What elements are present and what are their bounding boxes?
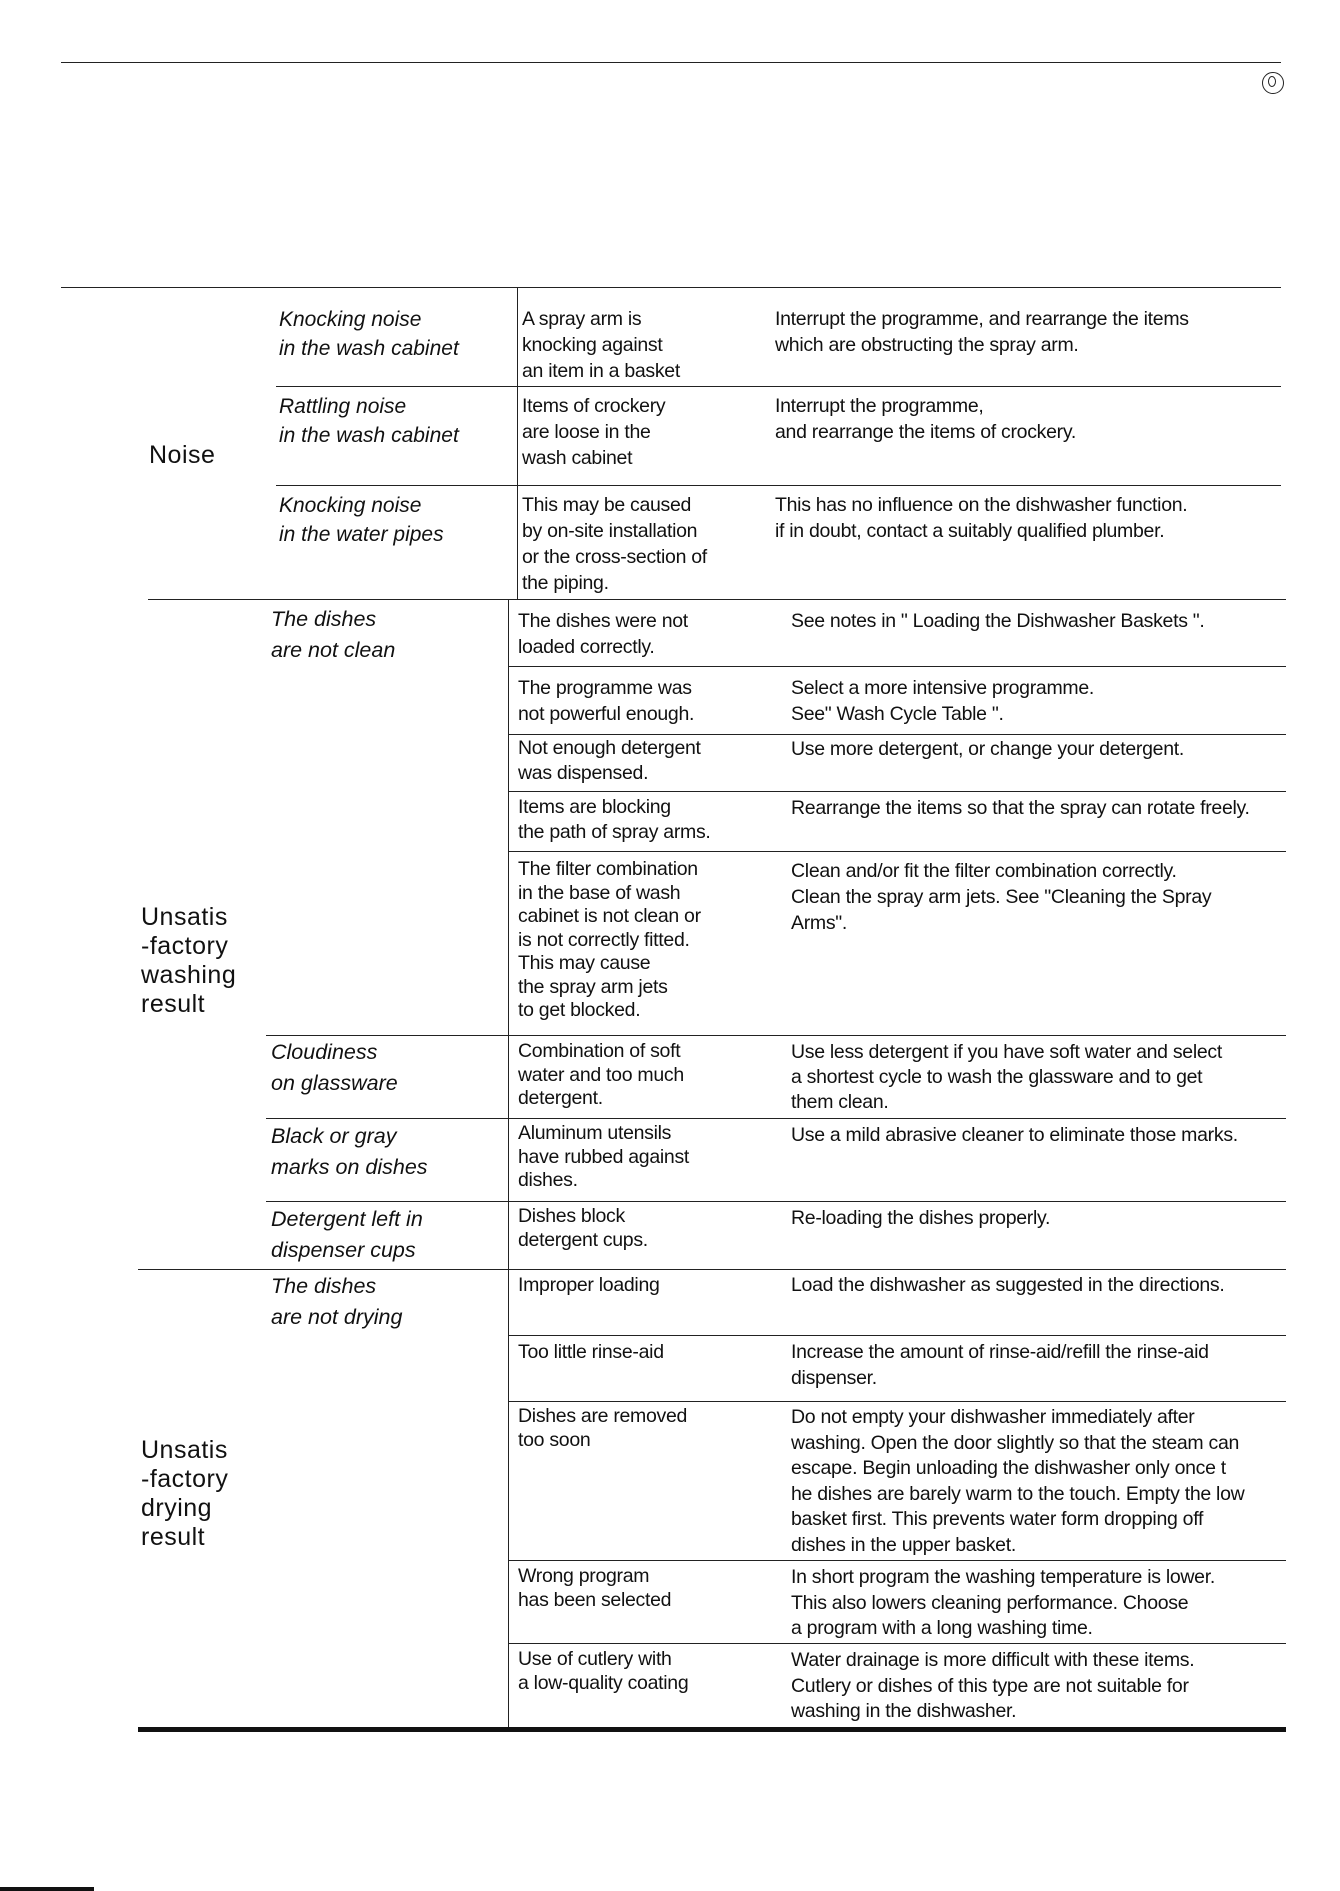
symptom-label: Black or gray marks on dishes <box>271 1124 428 1179</box>
solution-text: Use a mild abrasive cleaner to eliminate those marks. <box>791 1124 1238 1146</box>
symptom-label: The dishes are not clean <box>271 607 396 662</box>
symptom-label: Cloudiness on glassware <box>271 1040 398 1095</box>
solution-text: Interrupt the programme, and rearrange the items which are obstructing the spray arm. <box>775 308 1189 356</box>
column-divider <box>508 1270 509 1727</box>
footer-tab <box>0 1887 94 1891</box>
column-divider <box>517 288 518 599</box>
cause-text: Dishes are removed too soon <box>518 1405 688 1451</box>
solution-text: See notes in " Loading the Dishwasher Baskets ". <box>791 610 1205 632</box>
row-divider <box>508 1643 1286 1644</box>
category-label: Unsatis -factory washing result <box>141 903 237 1018</box>
row-divider <box>276 386 1281 387</box>
cause-text: Use of cutlery with a low-quality coating <box>518 1648 689 1694</box>
cause-text: Combination of soft water and too much detergent. <box>518 1040 684 1109</box>
section-divider <box>148 599 1286 600</box>
cause-text: Not enough detergent was dispensed. <box>518 737 701 784</box>
solution-text: Rearrange the items so that the spray can rotate freely. <box>791 797 1250 819</box>
row-divider <box>508 734 1286 735</box>
symptom-label: Knocking noise in the water pipes <box>279 494 444 546</box>
solution-text: Use more detergent, or change your detergent. <box>791 738 1184 760</box>
category-label: Noise <box>149 441 216 469</box>
solution-text: Load the dishwasher as suggested in the directions. <box>791 1274 1225 1296</box>
symptom-label: Detergent left in dispenser cups <box>271 1207 423 1262</box>
row-divider <box>508 1401 1286 1402</box>
symptom-label: The dishes are not drying <box>271 1274 403 1329</box>
solution-text: Use less detergent if you have soft water and select a shortest cycle to wash the glassware and to get them clean. <box>791 1041 1222 1113</box>
cause-text: The programme was not powerful enough. <box>518 677 695 725</box>
circle-emblem-icon <box>1262 72 1284 94</box>
section-divider <box>138 1269 1286 1270</box>
cause-text: Wrong program has been selected <box>518 1565 672 1611</box>
cause-text: Items are blocking the path of spray arms. <box>518 796 711 843</box>
row-divider <box>508 1335 1286 1336</box>
column-divider <box>508 600 509 1269</box>
category-label: Unsatis -factory drying result <box>141 1436 229 1551</box>
table-bottom-rule <box>138 1727 1286 1732</box>
solution-text: Increase the amount of rinse-aid/refill the rinse-aid dispenser. <box>791 1341 1209 1389</box>
row-divider <box>508 1560 1286 1561</box>
row-divider <box>266 1118 1286 1119</box>
symptom-label: Knocking noise in the wash cabinet <box>279 308 459 360</box>
solution-text: Select a more intensive programme. See" Wash Cycle Table ". <box>791 677 1095 725</box>
cause-text: Improper loading <box>518 1274 660 1296</box>
cause-text: Dishes block detergent cups. <box>518 1205 648 1251</box>
row-divider <box>266 1035 1286 1036</box>
cause-text: Aluminum utensils have rubbed against dishes. <box>518 1122 690 1191</box>
solution-text: Do not empty your dishwasher immediately after washing. Open the door slightly so that the steam can escape. Begin unloading the dishwasher only once t he dishes are barely warm to the touch. Empty the low basket first. This prevents water form dropping off dishes in the upper basket. <box>791 1406 1245 1556</box>
solution-text: Water drainage is more difficult with these items. Cutlery or dishes of this type are not suitable for washing in the dishwasher. <box>791 1649 1195 1722</box>
row-divider <box>508 666 1286 667</box>
solution-text: In short program the washing temperature is lower. This also lowers cleaning performance. Choose a program with a long washing time. <box>791 1566 1215 1639</box>
solution-text: Interrupt the programme, and rearrange the items of crockery. <box>775 395 1076 443</box>
cause-text: This may be caused by on-site installation or the cross-section of the piping. <box>522 494 707 594</box>
row-divider <box>266 1201 1286 1202</box>
table-top-rule <box>61 287 1281 288</box>
cause-text: Too little rinse-aid <box>518 1341 664 1363</box>
symptom-label: Rattling noise in the wash cabinet <box>279 395 459 447</box>
cause-text: The filter combination in the base of wash cabinet is not clean or is not correctly fitted. This may cause the spray arm jets to get blocked. <box>518 858 701 1021</box>
row-divider <box>276 485 1281 486</box>
solution-text: This has no influence on the dishwasher function. if in doubt, contact a suitably qualified plumber. <box>775 494 1188 542</box>
row-divider <box>508 851 1286 852</box>
top-rule <box>61 62 1281 63</box>
row-divider <box>508 791 1286 792</box>
solution-text: Re-loading the dishes properly. <box>791 1207 1051 1229</box>
cause-text: Items of crockery are loose in the wash cabinet <box>522 395 666 469</box>
solution-text: Clean and/or fit the filter combination correctly. Clean the spray arm jets. See "Cleaning the Spray Arms". <box>791 860 1212 934</box>
cause-text: The dishes were not loaded correctly. <box>518 610 688 658</box>
cause-text: A spray arm is knocking against an item in a basket <box>522 308 680 382</box>
